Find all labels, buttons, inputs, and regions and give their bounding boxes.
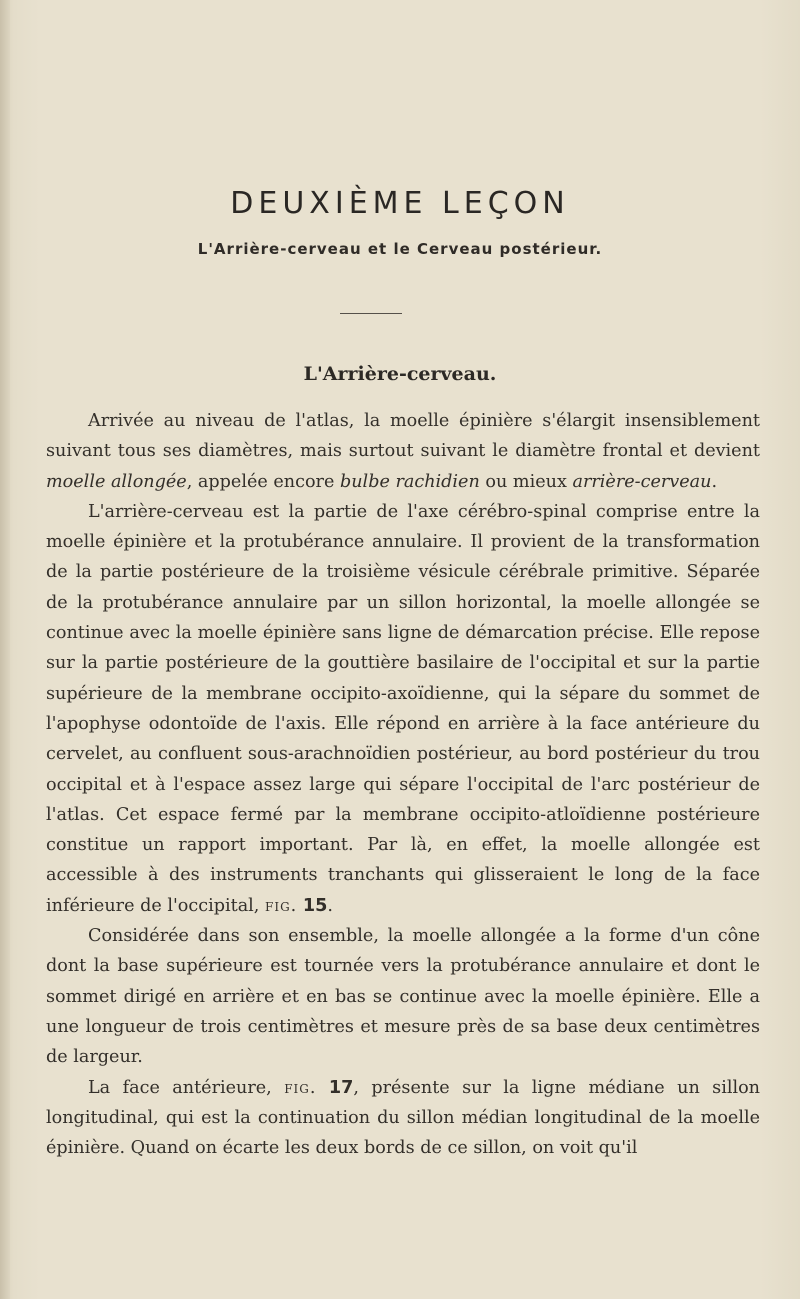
italic-term: arrière-cerveau	[572, 471, 712, 492]
paragraph-2	[46, 497, 760, 921]
section-title: L'Arrière-cerveau.	[303, 363, 497, 385]
text-run: .	[327, 895, 333, 916]
section-divider	[340, 313, 402, 314]
figure-label: fig.	[284, 1077, 317, 1098]
paragraph-4	[46, 1073, 760, 1164]
text-run: Arrivée au niveau de l'atlas, la moelle épinière s'élargit insensiblement suivant tous ses diamètres, mais surtout suivant le diamètre frontal et devient	[46, 411, 760, 462]
figure-number: 15	[302, 895, 328, 916]
figure-label: fig.	[265, 895, 298, 916]
text-run: , présente sur la ligne médiane un sillon longitudinal, qui est la continuation du sillon médian longitudinal de la moelle épinière. Quand on écarte les deux bords de ce sillon, on voit qu'il	[46, 1077, 761, 1159]
text-run: , appelée encore	[186, 471, 340, 492]
italic-term: bulbe rachidien	[339, 471, 480, 492]
italic-term: moelle allongée	[46, 471, 187, 492]
text-run: Considérée dans son ensemble, la moelle allongée a la forme d'un cône dont la base supérieure est tournée vers la protubérance annulaire et dont le sommet dirigé en arrière et en bas se continue avec la moelle épinière. Elle a une longueur de trois centimètres et mesure près de sa base deux centimètres de largeur.	[46, 926, 760, 1068]
text-run: .	[711, 471, 718, 492]
text-run: L'arrière-cerveau est la partie de l'axe cérébro-spinal comprise entre la moelle épinière et la protubérance annulaire. Il provient de la transformation de la partie postérieure de la troisième vésicule cérébrale primitive. Séparée de la protubérance annulaire par un sillon horizontal, la moelle allongée se continue avec la moelle épinière sans ligne de démarcation précise. Elle repose sur la partie postérieure de la gouttière basilaire de l'occipital et sur la partie supérieure de la membrane occipito-axoïdienne, qui la sépare du sommet de l'apophyse odontoïde de l'axis. Elle répond en arrière à la face antérieure du cervelet, au confluent sous-arachnoïdien postérieur, au bord postérieur du trou occipital et à l'espace assez large qui sépare l'occipital de l'arc postérieur de l'atlas. Cet espace fermé par la membrane occipito-atloïdienne postérieure constitue un rapport important. Par là, en effet, la moelle allongée est accessible à des instruments tranchants qui glisseraient le long de la face inférieure de l'occipital,	[46, 501, 760, 916]
text-run: La face antérieure,	[88, 1077, 285, 1098]
paragraph-1	[46, 406, 760, 497]
text-run: ou mieux	[479, 471, 573, 492]
figure-number: 17	[328, 1077, 354, 1098]
chapter-title: DEUXIÈME LEÇON	[230, 186, 570, 221]
chapter-subtitle: L'Arrière-cerveau et le Cerveau postérieur.	[197, 240, 603, 258]
paragraph-3	[46, 921, 760, 1072]
body-text	[46, 406, 760, 1163]
